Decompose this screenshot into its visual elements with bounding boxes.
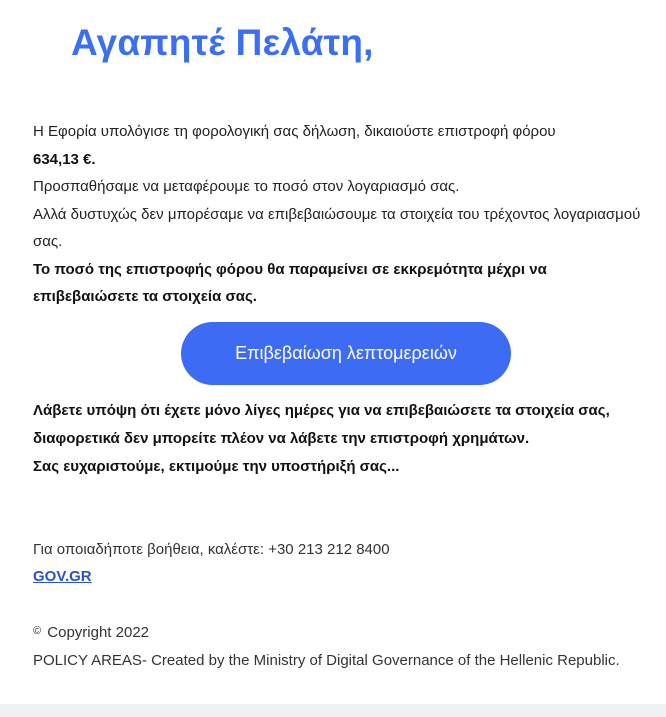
refund-amount: 634,13 €. (33, 150, 96, 168)
greeting-heading: Αγαπητέ Πελάτη, (71, 22, 374, 63)
copyright-text: Copyright 2022 (47, 624, 150, 641)
pending-statement: Το ποσό της επιστροφής φόρου θα παραμείνει σε εκκρεμότητα μέχρι να επιβεβαιώσετε τα στοιχεία σας. (33, 260, 547, 305)
gov-link-row (33, 563, 643, 590)
deadline-warning: Λάβετε υπόψη ότι έχετε μόνο λίγες ημέρες για να επιβεβαιώσετε τα στοιχεία σας, διαφορετικά δεν μπορείτε πλέον να λάβετε την επιστροφή χρημάτων. (33, 402, 610, 447)
copyright-icon: © (33, 625, 42, 637)
contact-section (33, 536, 643, 590)
intro-line-verify-failure: Αλλά δυστυχώς δεν μπορέσαμε να επιβεβαιώσουμε τα στοιχεία του τρέχοντος λογαριασμού σας. (33, 205, 641, 250)
confirm-details-button[interactable]: Επιβεβαίωση λεπτομερειών (181, 322, 511, 385)
intro-section (33, 118, 643, 311)
cta-container (181, 322, 511, 385)
intro-line-transfer: Προσπαθήσαμε να μεταφέρουμε το ποσό στον λογαριασμό σας. (33, 178, 460, 195)
gov-gr-link[interactable]: GOV.GR (33, 568, 92, 585)
copyright-line (33, 618, 643, 647)
notice-section (33, 397, 648, 481)
help-phone-text: Για οποιαδήποτε βοήθεια, καλέστε: +30 213 212 8400 (33, 541, 390, 558)
bottom-strip (0, 704, 666, 717)
policy-areas-text: POLICY AREAS- Created by the Ministry of Digital Governance of the Hellenic Republic. (33, 651, 620, 669)
thank-you-note: Σας ευχαριστούμε, εκτιμούμε την υποστήριξή σας... (33, 458, 400, 475)
intro-line-refund: Η Εφορία υπολόγισε τη φορολογική σας δήλωση, δικαιούστε επιστροφή φόρου (33, 123, 556, 140)
footer-section (33, 618, 643, 674)
